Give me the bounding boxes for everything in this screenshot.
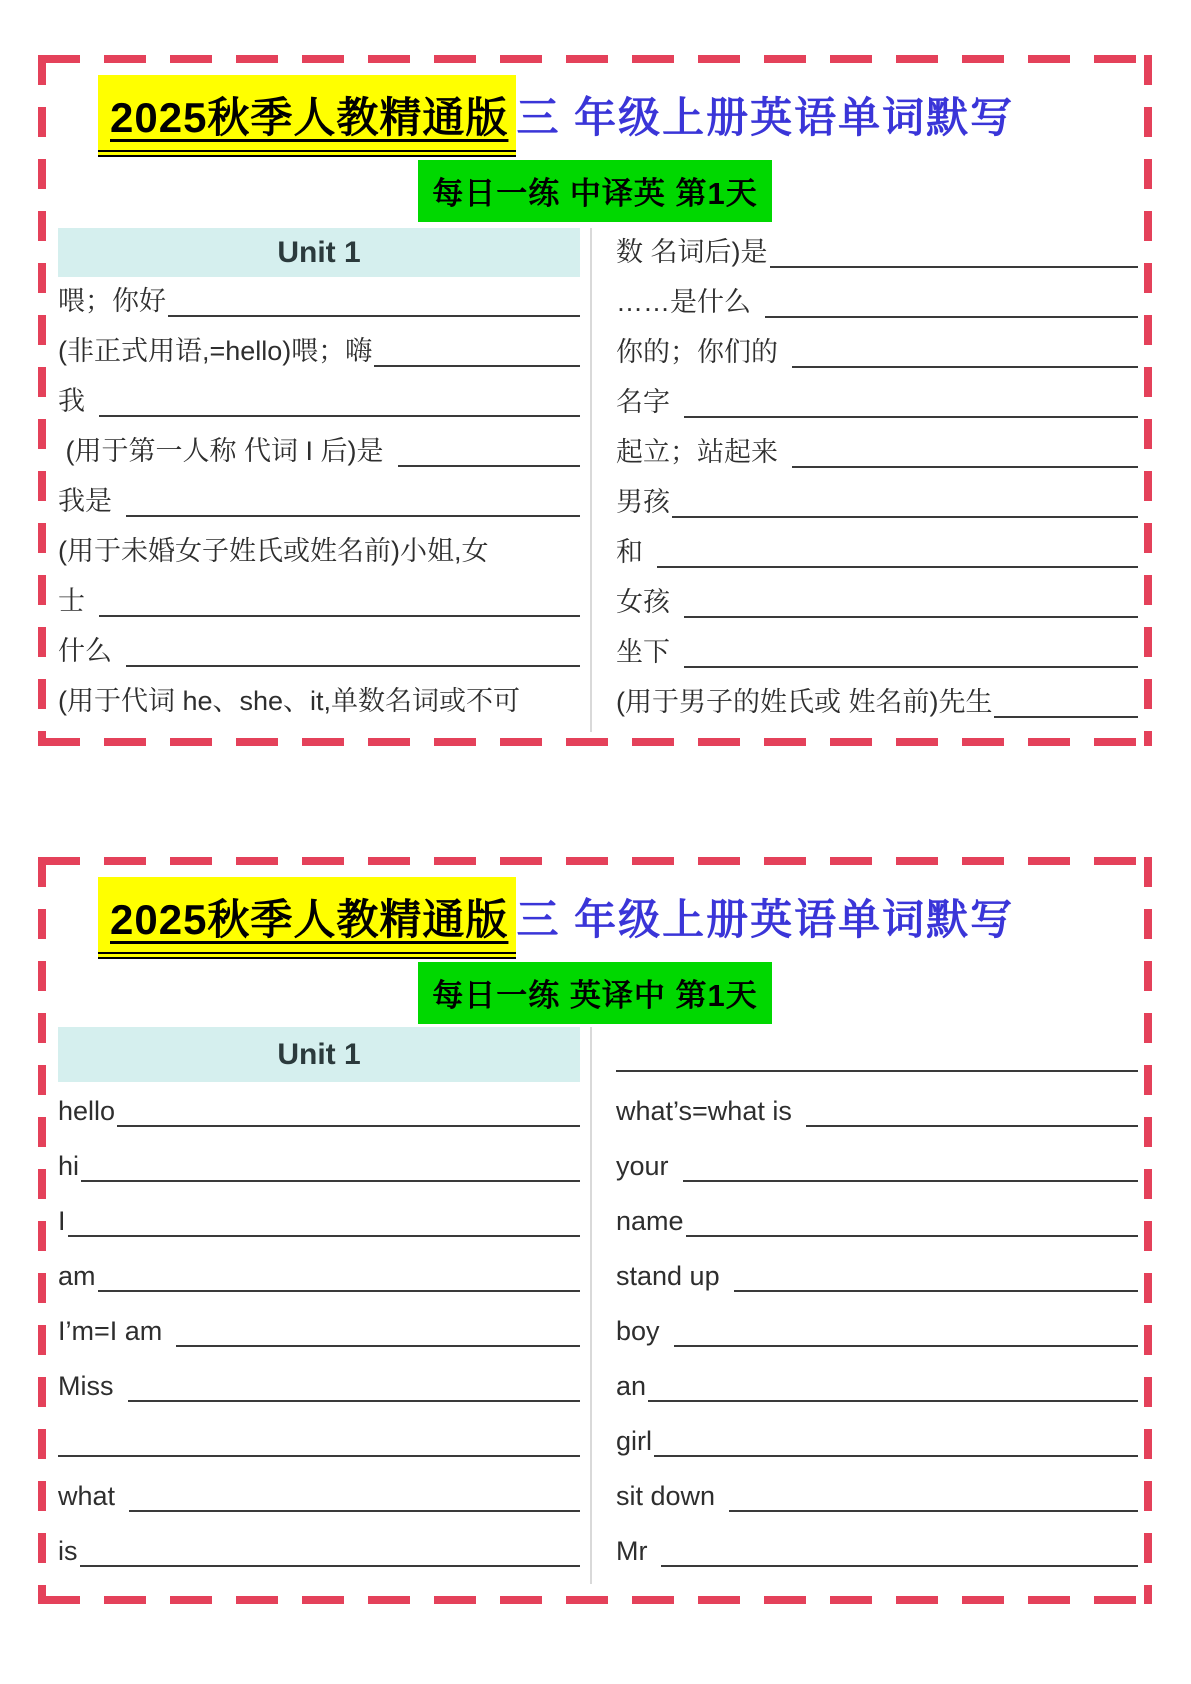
vocab-label: Mr: [616, 1536, 648, 1566]
subtitle-row: [38, 160, 1152, 222]
vocab-label: 坐下: [616, 637, 670, 667]
answer-blank-line: [734, 1290, 1138, 1292]
vocab-row: [58, 477, 580, 527]
answer-blank-line: [792, 366, 1138, 368]
vocab-label: hi: [58, 1151, 80, 1181]
answer-blank-line: [765, 316, 1138, 318]
answer-blank-line: [68, 1235, 580, 1237]
right-column: [592, 228, 1138, 732]
page-title: [98, 877, 1014, 959]
vocab-label: 名字: [616, 387, 670, 417]
vocab-label: girl: [616, 1426, 653, 1456]
answer-blank-line: [684, 666, 1138, 668]
subtitle-row: [38, 962, 1152, 1024]
vocab-label: 喂；你好: [58, 286, 166, 316]
vocab-label: sit down: [616, 1481, 716, 1511]
vocab-label: (非正式用语,=hello)喂；嗨: [58, 336, 373, 366]
answer-blank-line: [684, 616, 1138, 618]
card-border-bottom: [38, 738, 1152, 746]
vocab-row: [616, 1412, 1138, 1467]
vocab-label: stand up: [616, 1261, 720, 1291]
card-border-left: [38, 55, 46, 746]
vocab-row: [616, 578, 1138, 628]
answer-blank-line: [99, 415, 580, 417]
vocab-row: [616, 228, 1138, 278]
vocab-row: [58, 1082, 580, 1137]
vocab-label: 士: [58, 586, 85, 616]
vocab-row: [58, 377, 580, 427]
vocab-row: [616, 378, 1138, 428]
card-border-left: [38, 857, 46, 1604]
vocab-label: what’s=what is: [616, 1096, 792, 1126]
vocab-row: [58, 1247, 580, 1302]
title-highlight-block: [98, 877, 516, 959]
vocab-label: (用于男子的姓氏或 姓名前)先生: [616, 687, 993, 717]
vocab-row: [58, 577, 580, 627]
vocab-row: [616, 1082, 1138, 1137]
vocab-label: 和: [616, 537, 643, 567]
vocab-label: hello: [58, 1096, 116, 1126]
worksheet-columns: [58, 1027, 1138, 1584]
card-border-right: [1144, 55, 1152, 746]
vocab-label: (用于第一人称 代词 I 后)是: [58, 436, 384, 466]
vocab-row: [616, 1247, 1138, 1302]
vocab-label: 什么: [58, 636, 112, 666]
vocab-row: [616, 478, 1138, 528]
vocab-row-wrapped-text: [58, 677, 580, 727]
vocab-row: [58, 1192, 580, 1247]
answer-blank-line: [792, 466, 1138, 468]
answer-blank-line: [806, 1125, 1138, 1127]
vocab-row: [58, 327, 580, 377]
vocab-label: your: [616, 1151, 669, 1181]
answer-blank-line: [994, 716, 1138, 718]
title-highlight-text: 2025秋季人教精通版: [110, 94, 509, 141]
vocab-row: [616, 1192, 1138, 1247]
vocab-row: [58, 1522, 580, 1577]
daily-practice-badge: 每日一练 中译英 第1天: [418, 160, 771, 222]
vocab-label: is: [58, 1536, 78, 1566]
vocab-label: Miss: [58, 1371, 114, 1401]
answer-blank-line: [686, 1235, 1138, 1237]
title-highlight-block: [98, 75, 516, 157]
answer-blank-line: [729, 1510, 1138, 1512]
answer-blank-line: [80, 1565, 581, 1567]
vocab-row: [616, 1467, 1138, 1522]
vocab-label: an: [616, 1371, 647, 1401]
vocab-label: 你的；你们的: [616, 337, 778, 367]
vocab-row: [616, 1302, 1138, 1357]
answer-blank-line: [126, 515, 580, 517]
answer-blank-line: [99, 615, 580, 617]
answer-blank-line: [657, 566, 1138, 568]
vocab-row-continuation: [616, 1027, 1138, 1082]
answer-blank-line: [126, 665, 580, 667]
answer-blank-line: [616, 1070, 1138, 1072]
right-column: [592, 1027, 1138, 1584]
vocab-row: [616, 1357, 1138, 1412]
daily-practice-badge: 每日一练 英译中 第1天: [418, 962, 771, 1024]
vocab-label: am: [58, 1261, 96, 1291]
answer-blank-line: [683, 1180, 1138, 1182]
answer-blank-line: [672, 516, 1138, 518]
answer-blank-line: [98, 1290, 580, 1292]
vocab-row: [616, 1522, 1138, 1577]
answer-blank-line: [374, 365, 580, 367]
page-title: [98, 75, 1014, 157]
unit-header: Unit 1: [58, 1027, 580, 1082]
answer-blank-line: [661, 1565, 1138, 1567]
vocab-row: [616, 428, 1138, 478]
vocab-label: 女孩: [616, 587, 670, 617]
vocab-row: [616, 628, 1138, 678]
vocab-label: 数 名词后)是: [616, 237, 768, 267]
vocab-row: [58, 627, 580, 677]
vocab-row-continuation: [58, 1412, 580, 1467]
answer-blank-line: [168, 315, 580, 317]
vocab-row: [616, 278, 1138, 328]
answer-blank-line: [81, 1180, 580, 1182]
answer-blank-line: [176, 1345, 580, 1347]
worksheet-columns: [58, 228, 1138, 732]
vocab-row: [58, 1137, 580, 1192]
left-column: [58, 1027, 590, 1584]
title-highlight-text: 2025秋季人教精通版: [110, 896, 509, 943]
answer-blank-line: [684, 416, 1138, 418]
unit-header: Unit 1: [58, 228, 580, 277]
vocab-row: [616, 1137, 1138, 1192]
answer-blank-line: [129, 1510, 580, 1512]
answer-blank-line: [117, 1125, 580, 1127]
vocab-label: boy: [616, 1316, 660, 1346]
vocab-row: [616, 328, 1138, 378]
vocab-label: 男孩: [616, 487, 670, 517]
title-rest-text: 三 年级上册英语单词默写: [516, 896, 1015, 943]
card-border-top: [38, 857, 1152, 865]
vocab-row: [58, 427, 580, 477]
vocab-row: [616, 528, 1138, 578]
vocab-label: 我: [58, 386, 85, 416]
title-rest-text: 三 年级上册英语单词默写: [516, 94, 1015, 141]
answer-blank-line: [128, 1400, 581, 1402]
card-border-right: [1144, 857, 1152, 1604]
card-border-top: [38, 55, 1152, 63]
vocab-row: [58, 1357, 580, 1412]
vocab-label: name: [616, 1206, 684, 1236]
answer-blank-line: [648, 1400, 1138, 1402]
vocab-label: what: [58, 1481, 116, 1511]
left-column: [58, 228, 590, 732]
worksheet-card-en-to-cn: [38, 857, 1152, 1604]
vocab-label: ……是什么: [616, 287, 751, 317]
vocab-label: 起立；站起来: [616, 437, 778, 467]
answer-blank-line: [770, 266, 1139, 268]
vocab-label: 我是: [58, 486, 112, 516]
answer-blank-line: [58, 1455, 580, 1457]
answer-blank-line: [674, 1345, 1138, 1347]
vocab-label: (用于代词 he、she、it,单数名词或不可: [58, 686, 521, 716]
worksheet-card-cn-to-en: [38, 55, 1152, 746]
vocab-label: (用于未婚女子姓氏或姓名前)小姐,女: [58, 536, 489, 566]
vocab-label: I: [58, 1206, 66, 1236]
vocab-row: [616, 678, 1138, 728]
card-border-bottom: [38, 1596, 1152, 1604]
vocab-row-wrapped-text: [58, 527, 580, 577]
vocab-row: [58, 1467, 580, 1522]
answer-blank-line: [654, 1455, 1138, 1457]
answer-blank-line: [398, 465, 581, 467]
vocab-row: [58, 277, 580, 327]
vocab-row: [58, 1302, 580, 1357]
vocab-label: I’m=I am: [58, 1316, 163, 1346]
